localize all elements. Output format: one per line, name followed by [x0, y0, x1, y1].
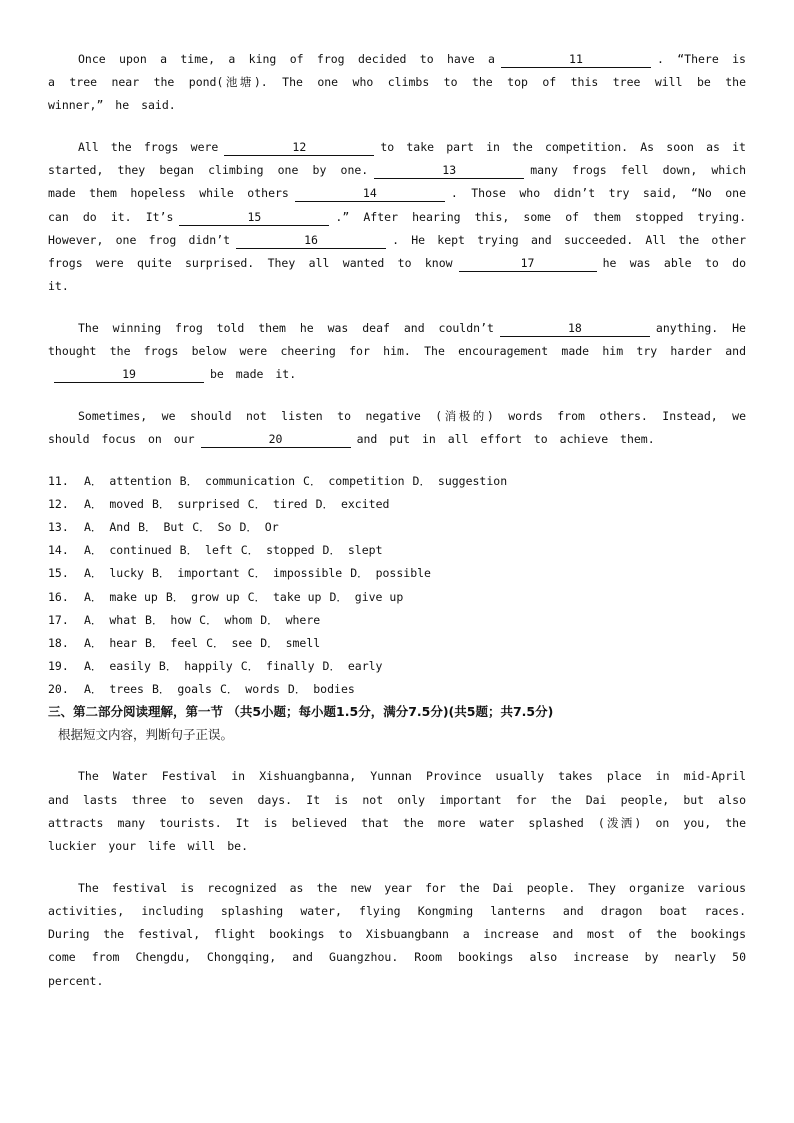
option-b: B． important [151, 566, 240, 581]
question-number: 15. [48, 566, 69, 581]
options-list [48, 470, 746, 702]
passage-text: he was able to do it. [48, 256, 746, 294]
question-row [48, 632, 746, 655]
option-d: D． where [260, 612, 321, 627]
option-b: B． happily [158, 659, 233, 674]
option-b: B． how [145, 612, 192, 627]
option-c: C． So [192, 519, 232, 534]
option-b: B． surprised [151, 496, 240, 511]
question-row [48, 678, 746, 701]
option-a: A． attention [84, 473, 172, 488]
question-number: 20. [48, 682, 69, 697]
section-title: 三、第二部分阅读理解，第一节 （共5小题；每小题1.5分，满分7.5分)(共5题；共7.5分) [48, 704, 554, 720]
blank-12: 12 [224, 140, 374, 156]
option-a: A． hear [84, 635, 138, 650]
question-row [48, 609, 746, 632]
option-d: D． suggestion [412, 473, 508, 488]
option-c: C． stopped [240, 543, 315, 558]
option-c: C． tired [247, 496, 308, 511]
passage-text: . He kept trying and succeeded. All the other frogs were quite surprised. They all wanted to know [48, 232, 746, 271]
blank-18: 18 [500, 321, 650, 337]
question-row [48, 470, 746, 493]
option-b: B． communication [179, 473, 296, 488]
question-row [48, 493, 746, 516]
option-c: C． see [206, 635, 253, 650]
question-number: 16. [48, 589, 69, 604]
option-c: C． words [219, 682, 280, 697]
option-b: B． left [179, 543, 233, 558]
option-c: C． take up [247, 589, 322, 604]
passage-text: and put in all effort to achieve them. [356, 432, 655, 447]
option-a: A． make up [84, 589, 158, 604]
blank-15: 15 [179, 210, 329, 226]
question-row [48, 539, 746, 562]
option-a: A． And [84, 519, 131, 534]
passage-text: Sometimes, we should not listen to negative (消极的) words from others. Instead, we should focus on our [48, 408, 746, 447]
question-row [48, 562, 746, 585]
worksheet-page [48, 48, 746, 1011]
cloze-paragraph-1 [48, 48, 746, 118]
blank-17: 17 [459, 256, 597, 272]
blank-14: 14 [295, 186, 445, 202]
blank-16: 16 [236, 233, 386, 249]
cloze-paragraph-3 [48, 317, 746, 387]
option-b: B． goals [151, 682, 212, 697]
option-d: D． possible [350, 566, 431, 581]
option-a: A． lucky [84, 566, 144, 581]
blank-20: 20 [201, 432, 351, 448]
question-row [48, 516, 746, 539]
option-a: A． moved [84, 496, 144, 511]
passage-text: The Water Festival in Xishuangbanna, Yunnan Province usually takes place in mid-April and lasts three to seven days. It is not only important for the Dai people, but also attracts many tourists. It is believed that the more water splashed (泼洒) on you, the luckier your life will be. [48, 769, 746, 854]
passage-text: anything. He thought the frogs below were cheering for him. The encouragement made him try harder and [48, 320, 746, 359]
cloze-paragraph-4 [48, 405, 746, 451]
blank-19: 19 [54, 367, 204, 383]
option-c: C． whom [199, 612, 253, 627]
option-c: C． finally [240, 659, 315, 674]
option-b: B． grow up [165, 589, 240, 604]
blank-11: 11 [501, 52, 651, 68]
option-d: D． slept [322, 543, 383, 558]
question-number: 18. [48, 635, 69, 650]
option-d: D． Or [239, 519, 279, 534]
passage-text: The festival is recognized as the new year for the Dai people. They organize various activities, including splashing water, flying Kongming lanterns and dragon boat races. During the festival, flight bookings to Xisbuangbann a increase and most of the bookings come from Chengdu, Chongqing, and Guangzhou. Room bookings also increase by nearly 50 percent. [48, 880, 746, 988]
option-d: D． smell [260, 635, 321, 650]
passage-text: to take part in the competition. As soon as it started, they began climbing one by one. [48, 140, 746, 178]
question-number: 12. [48, 496, 69, 511]
option-a: A． continued [84, 543, 172, 558]
question-number: 11. [48, 473, 69, 488]
cloze-paragraph-2 [48, 136, 746, 298]
option-b: B． But [138, 519, 185, 534]
passage-text: be made it. [210, 367, 297, 382]
reading-paragraph-1 [48, 765, 746, 858]
option-d: D． bodies [287, 682, 355, 697]
blank-13: 13 [374, 163, 524, 179]
question-number: 14. [48, 543, 69, 558]
option-a: A． easily [84, 659, 151, 674]
question-row [48, 586, 746, 609]
option-c: C． competition [303, 473, 405, 488]
question-row [48, 655, 746, 678]
passage-text: . Those who didn’t try said, “No one can do it. It’s [48, 186, 746, 224]
passage-text: many frogs fell down, which made them hopeless while others [48, 163, 746, 201]
option-d: D． give up [329, 589, 404, 604]
question-number: 19. [48, 659, 69, 674]
option-d: D． excited [315, 496, 390, 511]
passage-text: The winning frog told them he was deaf and couldn’t [78, 320, 494, 335]
option-a: A． trees [84, 682, 144, 697]
option-d: D． early [322, 659, 383, 674]
passage-text: All the frogs were [78, 140, 219, 154]
question-number: 17. [48, 612, 69, 627]
option-c: C． impossible [247, 566, 343, 581]
section-instruction: 根据短文内容，判断句子正误。 [58, 727, 234, 743]
passage-text: .” After hearing this, some of them stopped trying. However, one frog didn’t [48, 209, 747, 247]
passage-text: Once upon a time, a king of frog decided to have a [78, 52, 495, 66]
option-a: A． what [84, 612, 138, 627]
passage-text: . “There is a tree near the pond(池塘). The one who climbs to the top of this tree will be the winner,” he said. [48, 52, 746, 113]
reading-paragraph-2 [48, 877, 746, 993]
option-b: B． feel [145, 635, 199, 650]
question-number: 13. [48, 519, 69, 534]
